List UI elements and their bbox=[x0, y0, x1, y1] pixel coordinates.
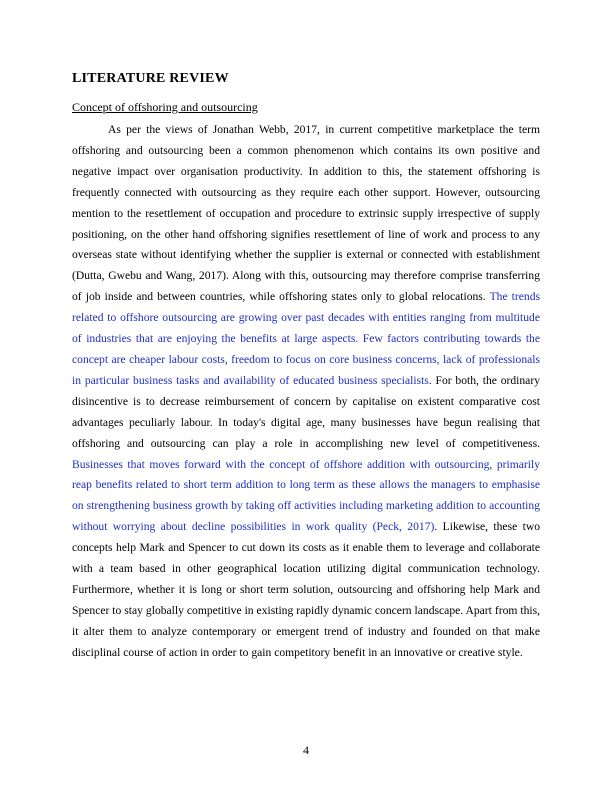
section-heading: LITERATURE REVIEW bbox=[72, 71, 229, 86]
highlighted-text-segment: The trends related to offshore outsourcing are growing over past decades with entities ranging from multitude of industries that are enjoying the benefits at large aspects. Few factors contributing towards the concept are cheaper labour costs, freedom to focus on core business concerns, lack of professionals in particular business tasks and availability of educated business specialists bbox=[72, 290, 541, 387]
paragraph-text-segment: . For both, the ordinary disincentive is to decrease reimbursement of concern by capitalise on existent comparative cost advantages peculiarly labour. In today's digital age, many businesses have begun realising that offshoring and outsourcing can play a role in accomplishing new level of competitiveness. bbox=[72, 373, 540, 450]
paragraph-text-segment: As per the views of Jonathan Webb, 2017, in current competitive marketplace the term offshoring and outsourcing been a common phenomenon which contains its own positive and negative impact over organisation productivity. In addition to this, the statement offshoring is frequently connected with outsourcing as they require each other support. However, outsourcing mention to the resettlement of occupation and procedure to extrinsic supply irrespective of supply positioning, on the other hand offshoring signifies resettlement of line of work and process to any overseas state without identifying whether the supplier is external or connected with establishment (Dutta, Gwebu and Wang, 2017). Along with this, outsourcing may therefore comprise transferring of job inside and between countries, while offshoring states only to global relocations. bbox=[72, 123, 540, 304]
subsection-heading: Concept of offshoring and outsourcing bbox=[72, 100, 258, 114]
paragraph-text-segment: . Likewise, these two concepts help Mark and Spencer to cut down its costs as it enable them to leverage and collaborate with a team based in other geographical location utilizing digital communication technology. Furthermore, whether it is long or short term solution, outsourcing and offshoring help Mark and Spencer to stay globally competitive in existing rapidly dynamic concern landscape. Apart from this, it alter them to analyze contemporary or emergent trend of industry and founded on that make disciplinal course of action in order to gain competitory benefit in an innovative or creative style. bbox=[72, 520, 540, 659]
body-paragraph bbox=[72, 120, 540, 664]
highlighted-text-segment: Businesses that moves forward with the concept of offshore addition with outsourcing, primarily reap benefits related to short term addition to long term as these allows the managers to emphasise on strengthening business growth by taking off activities including marketing addition to accounting without worrying about decline possibilities in work quality (Peck, 2017) bbox=[72, 457, 540, 534]
page-number: 4 bbox=[303, 743, 309, 757]
